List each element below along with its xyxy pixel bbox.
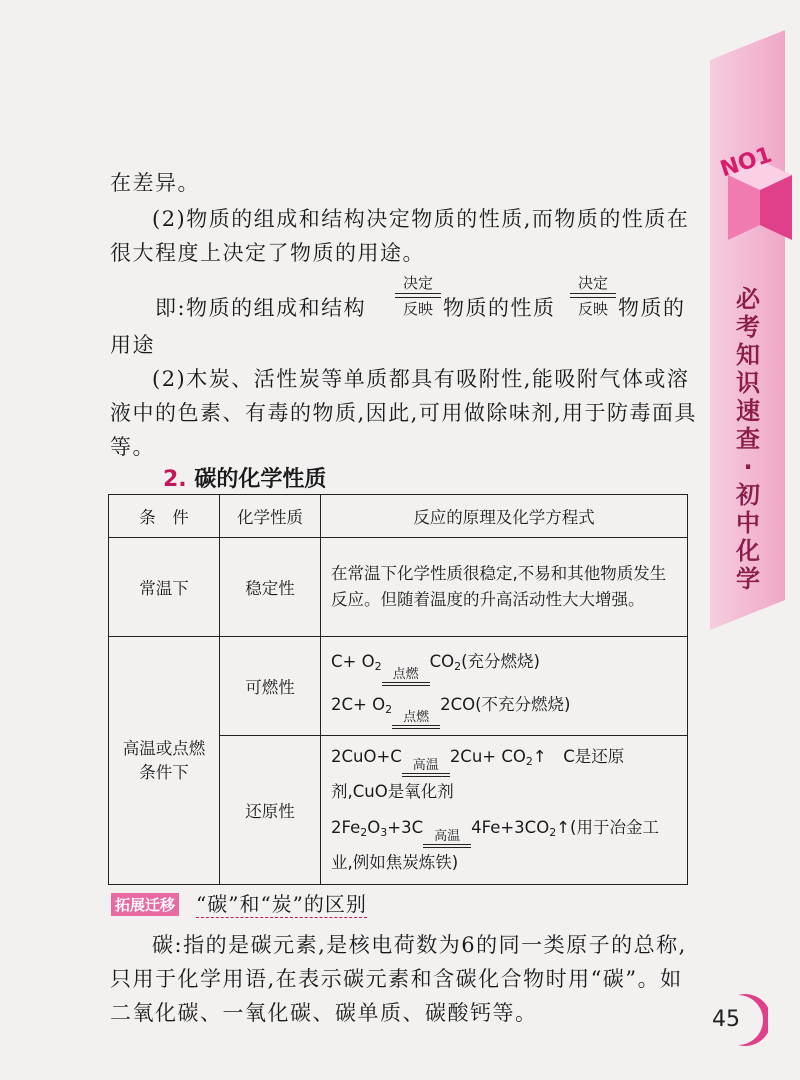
- cell-condition: 常温下: [109, 538, 220, 637]
- eq-subscript: 2: [525, 755, 533, 768]
- paragraph-3-part-b: 物质的性质: [443, 296, 556, 320]
- extension-tag: 拓展迁移: [111, 893, 179, 916]
- arrow-top-label: 决定: [402, 274, 433, 292]
- condition-label: 点燃: [392, 667, 419, 682]
- cell-equations: [321, 637, 688, 736]
- reaction-condition: [392, 711, 440, 729]
- arrow-bottom-label: 反映: [402, 300, 433, 318]
- no1-badge: [716, 142, 775, 183]
- cell-property: 可燃性: [220, 637, 321, 736]
- table-header-row: [109, 495, 688, 538]
- table-row: [109, 637, 688, 736]
- cell-property: 稳定性: [220, 538, 321, 637]
- double-arrow-icon: [395, 293, 441, 298]
- eq-subscript: 2: [549, 826, 557, 839]
- eq-reactants: +3C: [387, 818, 424, 837]
- arrow-top-label: 决定: [577, 274, 608, 292]
- eq-subscript: 2: [360, 826, 368, 839]
- eq-reactants: 2C+ O: [331, 695, 386, 714]
- extension-paragraph: 碳:指的是碳元素,是核电荷数为6的同一类原子的总称,只用于化学用语,在表示碳元素和含碳化合物时用“碳”。如二氧化碳、一氧化碳、碳单质、碳酸钙等。: [110, 933, 687, 1025]
- cell-equations: [321, 736, 688, 885]
- reaction-condition: [382, 668, 430, 686]
- reaction-condition: [402, 759, 450, 777]
- header-principle: 反应的原理及化学方程式: [321, 495, 688, 538]
- paragraph-2: (2)物质的组成和结构决定物质的性质,而物质的性质在很大程度上决定了物质的用途。: [110, 207, 690, 265]
- eq-products: 2CO(不充分燃烧): [440, 695, 571, 714]
- eq-subscript: 2: [385, 703, 393, 716]
- paragraph-3-part-c: 物质的: [618, 296, 686, 320]
- double-line-icon: [423, 844, 471, 848]
- eq-products: 4Fe+3CO: [471, 818, 550, 837]
- header-property: 化学性质: [220, 495, 321, 538]
- eq-note: ↑(用于冶金工业,例如焦炭炼铁): [331, 818, 659, 872]
- double-line-icon: [402, 773, 450, 777]
- cell-condition: 高温或点燃条件下: [109, 637, 220, 885]
- section-heading: [163, 462, 326, 493]
- eq-reactants: O: [367, 818, 381, 837]
- equation-line: [331, 813, 677, 878]
- paragraph-4: (2)木炭、活性炭等单质都具有吸附性,能吸附气体或溶液中的色素、有毒的物质,因此,可用做除味剂,用于防毒面具等。: [110, 367, 698, 459]
- eq-reactants: C+ O: [331, 652, 375, 671]
- condition-label: 高温: [412, 758, 439, 773]
- eq-products: 2Cu+ CO: [449, 747, 526, 766]
- paragraph-3-part-a: 即:物质的组成和结构: [155, 296, 367, 320]
- condition-label: 高温: [434, 829, 461, 844]
- eq-products: CO: [429, 652, 455, 671]
- carbon-properties-table: [108, 494, 688, 885]
- no1-text: NO1: [716, 142, 775, 183]
- equation-line: [331, 742, 677, 807]
- page-number: 45: [712, 1007, 740, 1032]
- sidebar-title: 必考知识速查·初中化学: [736, 285, 760, 593]
- cell-property: 还原性: [220, 736, 321, 885]
- paragraph-3-part-d: 用途: [110, 333, 155, 357]
- cell-principle: 在常温下化学性质很稳定,不易和其他物质发生反应。但随着温度的升高活动性大大增强。: [321, 538, 688, 637]
- arrow-bottom-label: 反映: [577, 300, 608, 318]
- arrow-decide-1: [395, 272, 441, 319]
- extension-title: “碳”和“炭”的区别: [196, 888, 367, 918]
- section-title: 碳的化学性质: [194, 467, 327, 492]
- equation-line: [331, 643, 677, 686]
- eq-subscript: 3: [380, 826, 388, 839]
- eq-note: (充分燃烧): [461, 652, 540, 671]
- arrow-decide-2: [570, 272, 616, 319]
- section-number: 2.: [163, 467, 187, 492]
- double-line-icon: [392, 725, 440, 729]
- eq-reactants: 2CuO+C: [331, 747, 402, 766]
- equation-line: [331, 686, 677, 729]
- eq-subscript: 2: [454, 660, 462, 673]
- table-row: [109, 538, 688, 637]
- eq-subscript: 2: [374, 660, 382, 673]
- reaction-condition: [423, 830, 471, 848]
- eq-note: ↑ C是还原剂,CuO是氧化剂: [331, 747, 625, 801]
- paragraph-1: 在差异。: [110, 171, 200, 195]
- header-condition: 条 件: [109, 495, 220, 538]
- condition-label: 点燃: [403, 710, 430, 725]
- double-line-icon: [382, 682, 430, 686]
- eq-reactants: 2Fe: [331, 818, 361, 837]
